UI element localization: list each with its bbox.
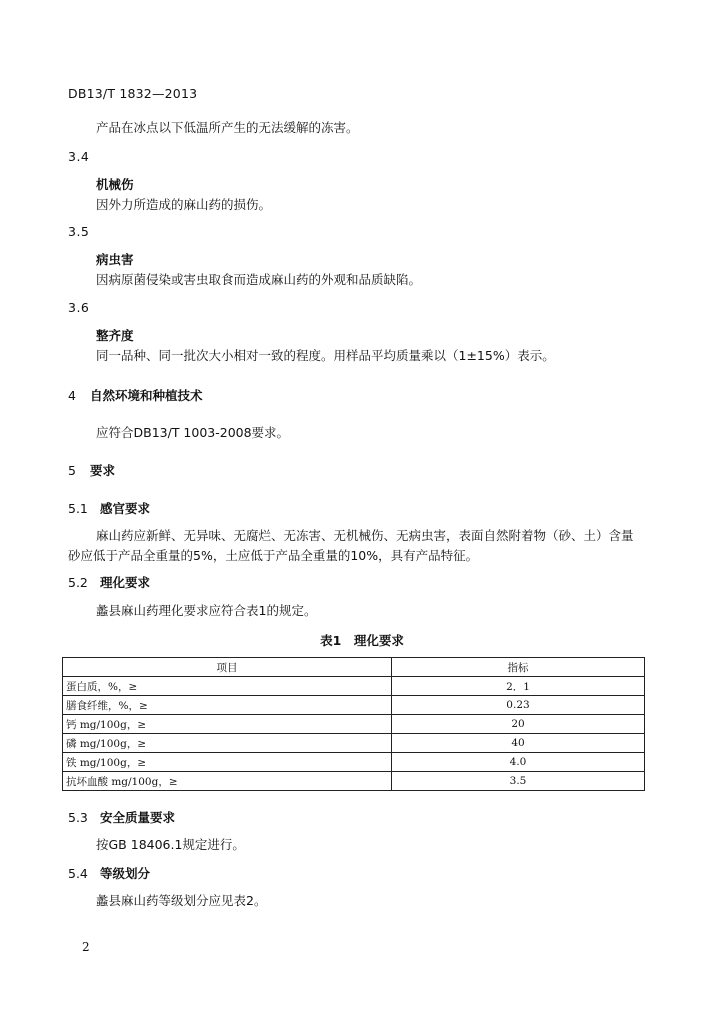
table-row	[63, 677, 645, 696]
term-number: 3.4	[68, 149, 90, 164]
section-heading-4	[68, 386, 203, 404]
section-heading-5-2	[68, 573, 150, 591]
row-item: 蛋白质，%，≥	[63, 677, 392, 696]
section-heading-5-4	[68, 864, 150, 882]
section-5-3-body: 按GB 18406.1规定进行。	[96, 837, 245, 852]
section-number: 5.2	[68, 575, 88, 590]
table-row	[63, 753, 645, 772]
physicochemical-requirements-table	[62, 657, 645, 791]
section-number: 5	[68, 463, 76, 478]
section-number: 5.4	[68, 866, 88, 881]
section-5-1-body-line2: 砂应低于产品全重量的5%，土应低于产品全重量的10%，具有产品特征。	[68, 548, 479, 563]
section-title: 要求	[90, 463, 116, 478]
row-value: 2．1	[392, 677, 645, 696]
table-row	[63, 696, 645, 715]
standard-header: DB13/T 1832—2013	[68, 86, 198, 101]
row-item: 磷 mg/100g，≥	[63, 734, 392, 753]
table-caption: 表1 理化要求	[320, 633, 404, 648]
section-number: 5.1	[68, 501, 88, 516]
section-title: 等级划分	[100, 866, 151, 881]
section-number: 5.3	[68, 810, 88, 825]
section-heading-5	[68, 461, 115, 479]
table-header-row	[63, 658, 645, 677]
term-definition: 因病原菌侵染或害虫取食而造成麻山药的外观和品质缺陷。	[96, 272, 422, 287]
column-header-index: 指标	[392, 658, 645, 677]
section-heading-5-1	[68, 499, 150, 517]
section-5-2-body: 蠡县麻山药理化要求应符合表1的规定。	[96, 603, 317, 618]
term-number: 3.6	[68, 300, 90, 315]
section-title: 自然环境和种植技术	[90, 388, 203, 403]
section-title: 安全质量要求	[100, 810, 176, 825]
table-row	[63, 734, 645, 753]
table-row	[63, 772, 645, 791]
row-value: 3.5	[392, 772, 645, 791]
term-name: 整齐度	[96, 328, 134, 343]
row-item: 铁 mg/100g，≥	[63, 753, 392, 772]
row-item: 钙 mg/100g，≥	[63, 715, 392, 734]
page-number: 2	[82, 940, 90, 954]
section-title: 理化要求	[100, 575, 151, 590]
term-number: 3.5	[68, 224, 90, 239]
row-item: 抗坏血酸 mg/100g，≥	[63, 772, 392, 791]
column-header-item: 项目	[63, 658, 392, 677]
freeze-damage-definition: 产品在冰点以下低温所产生的无法缓解的冻害。	[96, 120, 359, 135]
term-definition: 同一品种、同一批次大小相对一致的程度。用样品平均质量乘以（1±15%）表示。	[96, 348, 555, 363]
row-item: 膳食纤维，%，≥	[63, 696, 392, 715]
row-value: 40	[392, 734, 645, 753]
row-value: 0.23	[392, 696, 645, 715]
term-name: 机械伤	[96, 177, 134, 192]
section-5-1-body-line1: 麻山药应新鲜、无异味、无腐烂、无冻害、无机械伤、无病虫害，表面自然附着物（砂、土）含量	[96, 528, 634, 543]
section-title: 感官要求	[100, 501, 151, 516]
section-4-body: 应符合DB13/T 1003-2008要求。	[96, 425, 290, 440]
term-definition: 因外力所造成的麻山药的损伤。	[96, 197, 272, 212]
row-value: 20	[392, 715, 645, 734]
section-heading-5-3	[68, 808, 175, 826]
section-number: 4	[68, 388, 76, 403]
table-row	[63, 715, 645, 734]
term-name: 病虫害	[96, 252, 134, 267]
row-value: 4.0	[392, 753, 645, 772]
section-5-4-body: 蠡县麻山药等级划分应见表2。	[96, 893, 267, 908]
